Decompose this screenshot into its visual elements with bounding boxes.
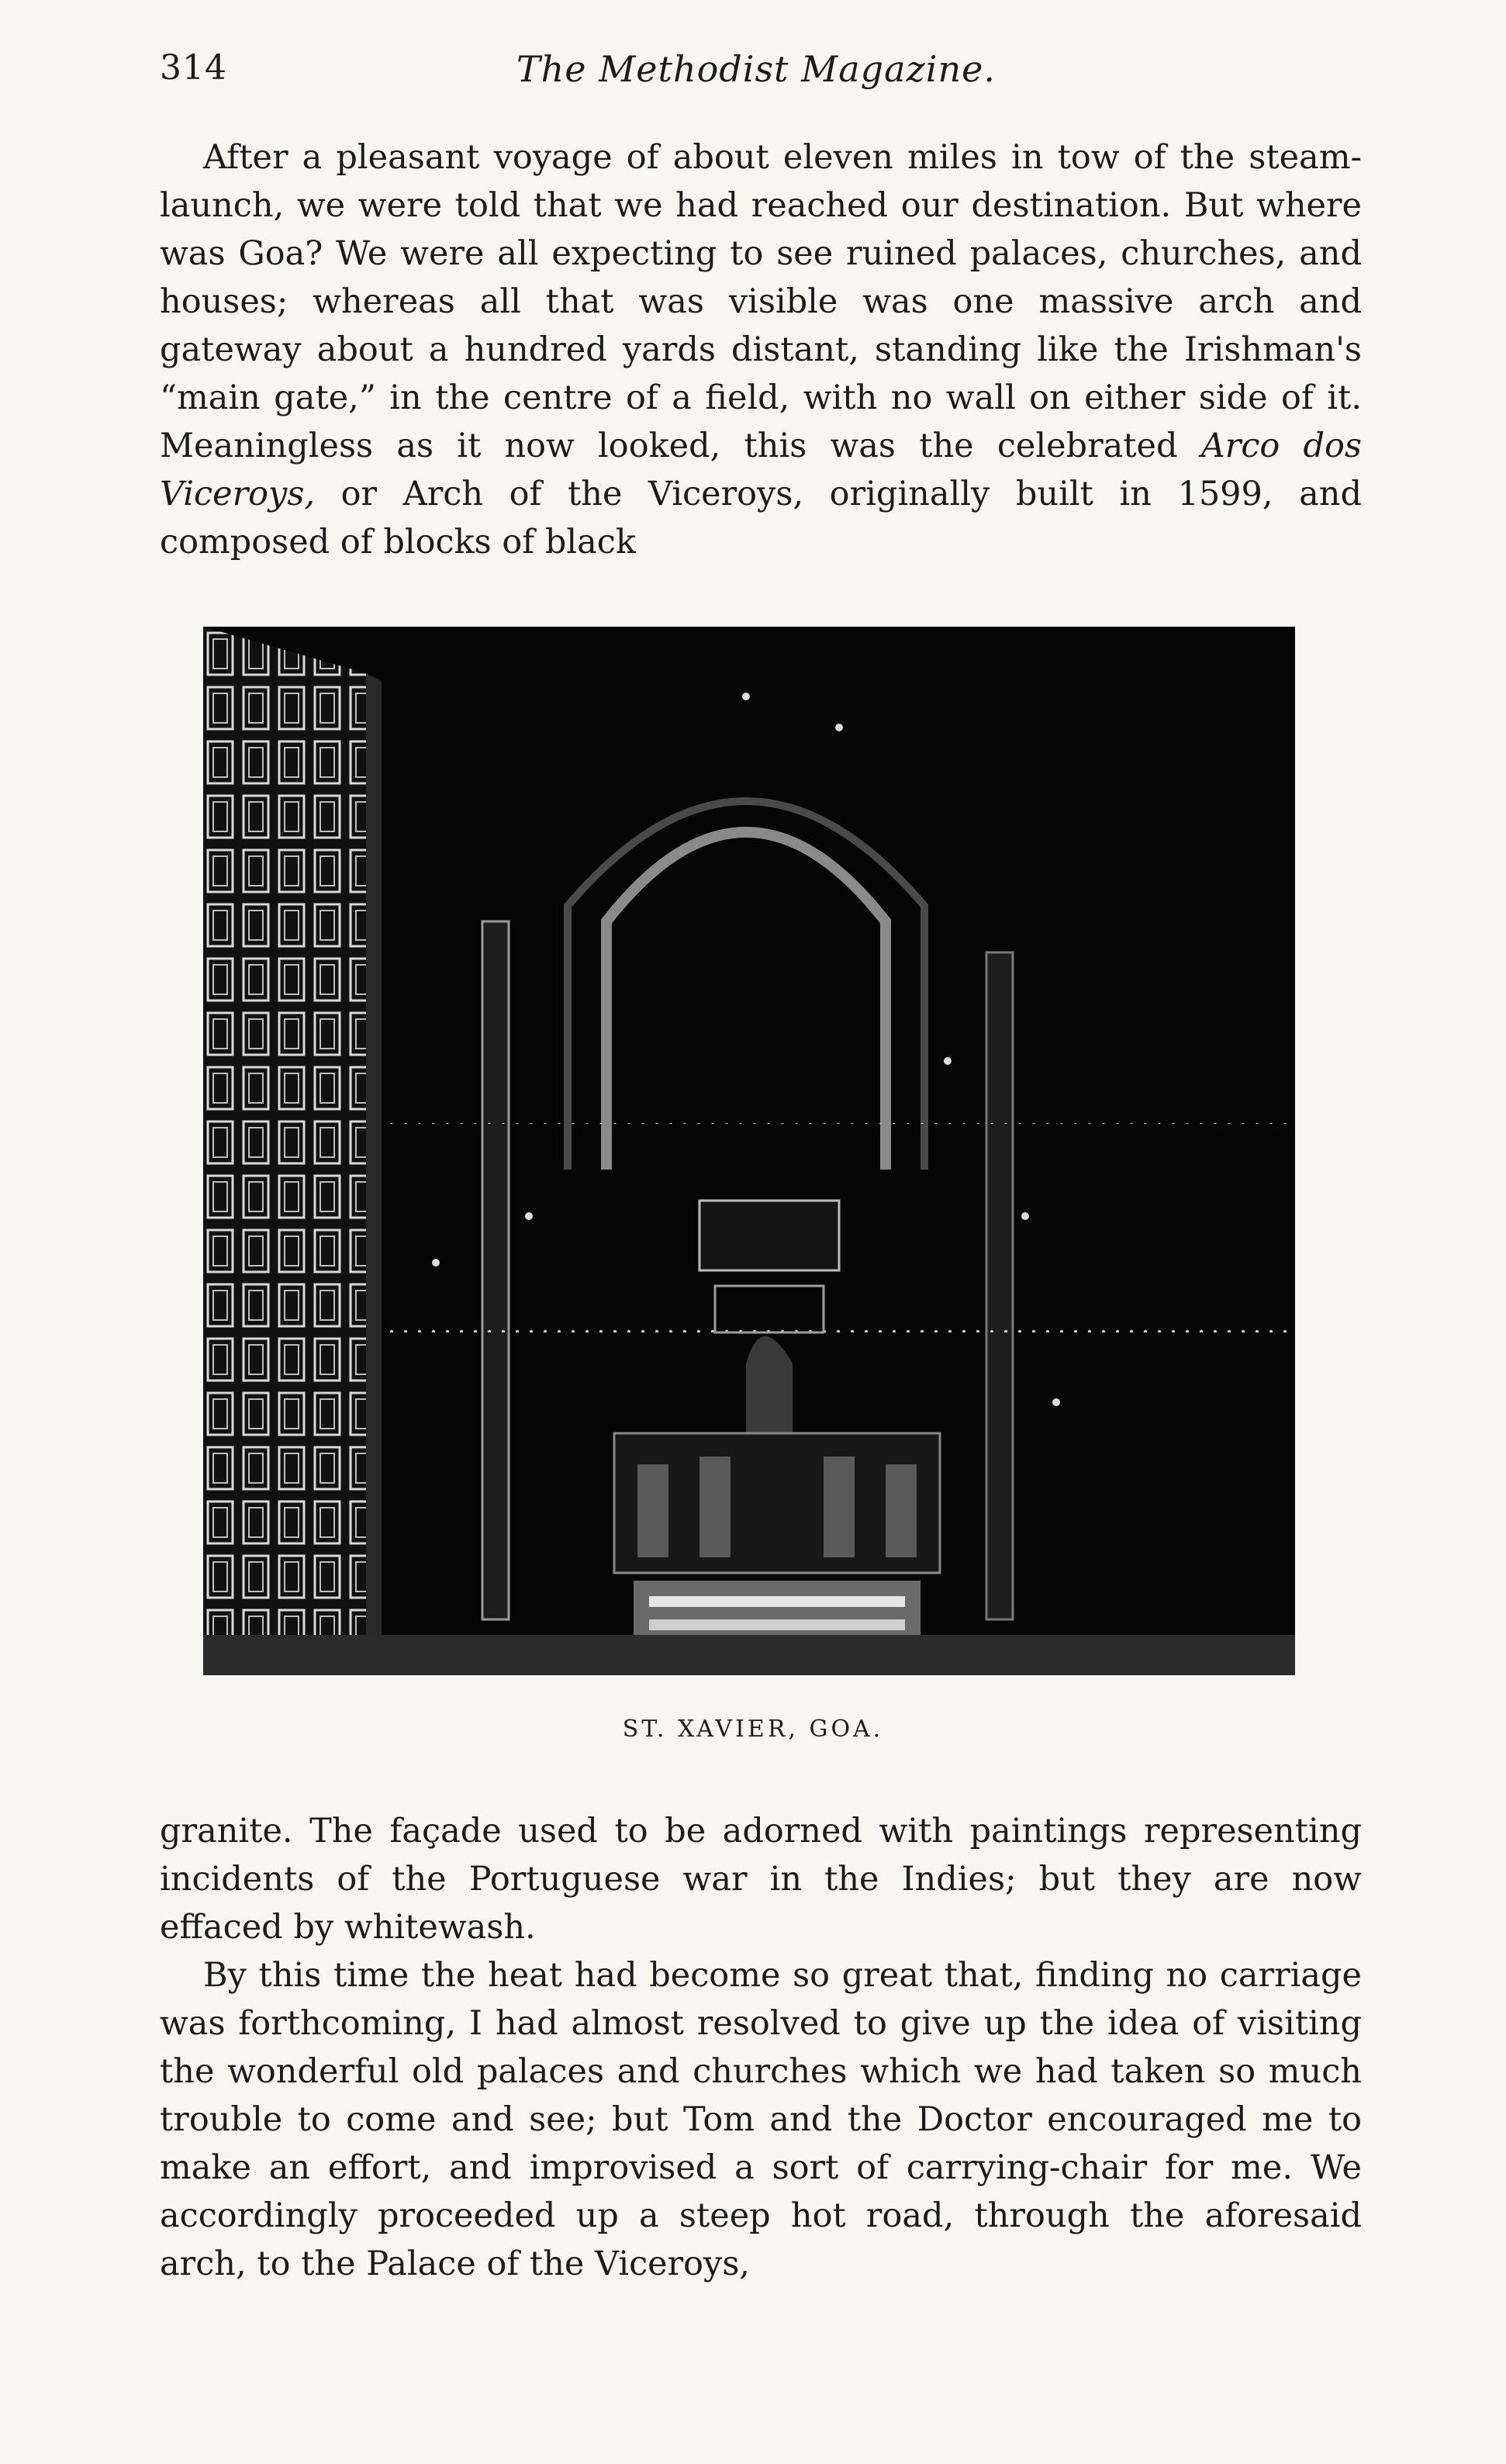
paragraph-text: granite. The façade used to be adorned with paintings representing incidents of the Portuguese war in the Indies; but they are now effaced by whitewash. bbox=[160, 1812, 1362, 1947]
paragraph-arch bbox=[160, 133, 1362, 566]
engraving-illustration bbox=[203, 627, 1295, 1675]
paragraph-text bbox=[160, 133, 1362, 566]
page-number: 314 bbox=[160, 48, 227, 88]
page-header bbox=[160, 48, 1362, 102]
figure-caption: ST. XAVIER, GOA. bbox=[622, 1716, 884, 1743]
paragraph-facade bbox=[160, 1807, 1362, 2288]
text-run: After a pleasant voyage of about eleven miles in tow of the steam-launch, we were told that we had reached our destination. But where was Goa? We were all expecting to see ruined palaces, churches, and houses; whereas all that was visible was one massive arch and gateway about a hundred yards distant, standing like the Irishman's “main gate,” in the centre of a field, with no wall on either side of it. Meaningless as it now looked, this was the celebrated bbox=[160, 138, 1362, 465]
paragraph-text: By this time the heat had become so great that, finding no carriage was forthcoming, I had almost resolved to give up the idea of visiting the wonderful old palaces and churches which we had taken so much trouble to come and see; but Tom and the Doctor encouraged me to make an effort, and improvised a sort of carrying-chair for me. We accordingly proceeded up a steep hot road, through the aforesaid arch, to the Palace of the Viceroys, bbox=[160, 1956, 1362, 2283]
italic-term: Arco dos Viceroys, bbox=[160, 427, 1362, 513]
running-title: The Methodist Magazine. bbox=[516, 48, 996, 90]
engraving-image bbox=[203, 627, 1295, 1675]
text-run: or Arch of the Viceroys, originally built in 1599, and composed of blocks of black bbox=[160, 475, 1362, 562]
